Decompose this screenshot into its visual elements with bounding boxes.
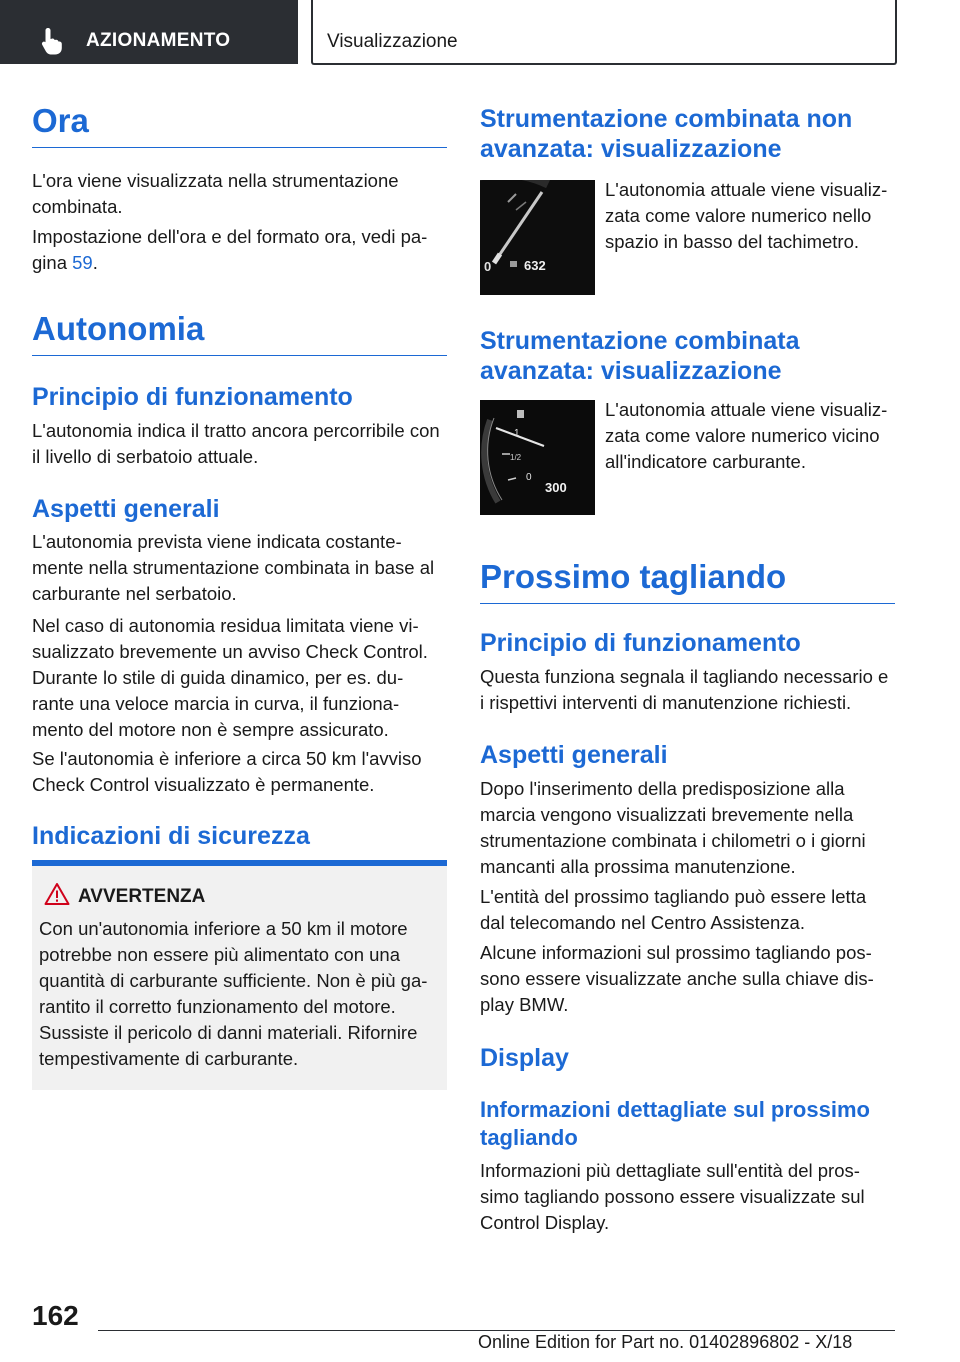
fuel-gauge-illustration (480, 400, 595, 515)
thumb2-empty-label: 0 (526, 472, 532, 483)
heading-non-avanzata: Strumentazione combinata non avanzata: visualizzazione (480, 105, 853, 163)
heading-aspetti-tagliando: Aspetti generali (480, 741, 668, 769)
footer-edition: Online Edition for Part no. 01402896802 - X/18 (478, 1332, 853, 1352)
heading-prossimo-tagliando: Prossimo tagliando (480, 560, 895, 604)
warning-title: AVVERTENZA (78, 886, 206, 907)
warning-top-rule (32, 860, 447, 866)
heading-sicurezza: Indicazioni di sicurezza (32, 822, 310, 850)
heading-avanzata: Strumentazione combinata avanzata: visualizzazione (480, 327, 800, 385)
thumb2-full-label: 1 (514, 428, 520, 439)
info-dettagliate-paragraph: Informazioni più dettagliate sull'entità del pros‐ simo tagliando possono essere visualizzate sul Control Display. (480, 1160, 865, 1233)
non-avanzata-text: L'autonomia attuale viene visualiz‐ zata come valore numerico nello spazio in basso del tachimetro. (605, 179, 888, 252)
chapter-box (311, 0, 897, 65)
heading-principio-tagliando: Principio di funzionamento (480, 629, 801, 657)
page-header (0, 0, 960, 66)
instrument-cluster-advanced-image (480, 400, 595, 515)
aspetti-tagliando-paragraph-2: L'entità del prossimo tagliando può essere letta dal telecomando nel Centro Assistenza. (480, 886, 867, 933)
thumb1-range-value: 632 (524, 258, 546, 273)
principio-autonomia-paragraph: L'autonomia indica il tratto ancora percorribile con il livello di serbatoio attuale. (32, 420, 440, 467)
heading-autonomia: Autonomia (32, 312, 447, 356)
warning-text: Con un'autonomia inferiore a 50 km il motore potrebbe non essere più alimentato con una quantità di carburante sufficiente. Non è più ga‐ rantito il corretto funzionamento del motore. Sussiste il pericolo di danni materiali. Rifornire tempestivamente di carburante. (39, 918, 428, 1069)
instrument-cluster-basic-image (480, 180, 595, 295)
page-link-59[interactable]: 59 (72, 252, 93, 273)
ora-paragraph-2 (32, 224, 447, 276)
heading-principio-autonomia: Principio di funzionamento (32, 383, 353, 411)
footer-rule (98, 1330, 895, 1331)
ora-paragraph-1: L'ora viene visualizzata nella strumentazione combinata. (32, 170, 399, 217)
chapter-label: Visualizzazione (327, 31, 458, 52)
section-tab (0, 0, 298, 64)
thumb1-zero-label: 0 (484, 259, 492, 274)
heading-display: Display (480, 1044, 569, 1072)
heading-ora: Ora (32, 104, 447, 148)
heading-info-dettagliate: Informazioni dettagliate sul prossimo tagliando (480, 1097, 870, 1150)
page-number: 162 (32, 1300, 79, 1331)
ora-paragraph-2-text: Impostazione dell'ora e del formato ora, vedi pa‐ gina (32, 226, 428, 273)
aspetti-autonomia-paragraph-1: L'autonomia prevista viene indicata costante‐ mente nella strumentazione combinata in base al carburante nel serbatoio. (32, 531, 435, 604)
hand-pointer-icon (38, 26, 66, 56)
speedometer-illustration (480, 180, 595, 295)
warning-triangle-icon (44, 882, 70, 906)
thumb2-range-value: 300 (545, 480, 567, 495)
thumb2-half-label: 1/2 (510, 453, 522, 462)
warning-box (32, 860, 447, 1090)
avanzata-text: L'autonomia attuale viene visualiz‐ zata come valore numerico vicino all'indicatore carburante. (605, 399, 888, 472)
aspetti-autonomia-paragraph-2: Nel caso di autonomia residua limitata viene vi‐ sualizzato brevemente un avviso Check Control. Durante lo stile di guida dinamico, per es. du‐ rante una veloce marcia in curva, il funziona‐ mento del motore non è sempre assicurato. (32, 615, 428, 740)
heading-aspetti-autonomia: Aspetti generali (32, 495, 220, 523)
aspetti-tagliando-paragraph-1: Dopo l'inserimento della predisposizione alla marcia vengono visualizzati brevemente nella strumentazione combinata i chilometri o i giorni mancanti alla prossima manutenzione. (480, 778, 866, 877)
aspetti-autonomia-paragraph-3: Se l'autonomia è inferiore a circa 50 km l'avviso Check Control visualizzato è permanente. (32, 748, 422, 795)
aspetti-tagliando-paragraph-3: Alcune informazioni sul prossimo tagliando pos‐ sono essere visualizzate anche sulla chiave dis‐ play BMW. (480, 942, 874, 1015)
principio-tagliando-paragraph: Questa funziona segnala il tagliando necessario e i rispettivi interventi di manutenzione richiesti. (480, 666, 889, 713)
section-label: AZIONAMENTO (86, 30, 231, 51)
ora-paragraph-2-end: . (92, 252, 98, 273)
